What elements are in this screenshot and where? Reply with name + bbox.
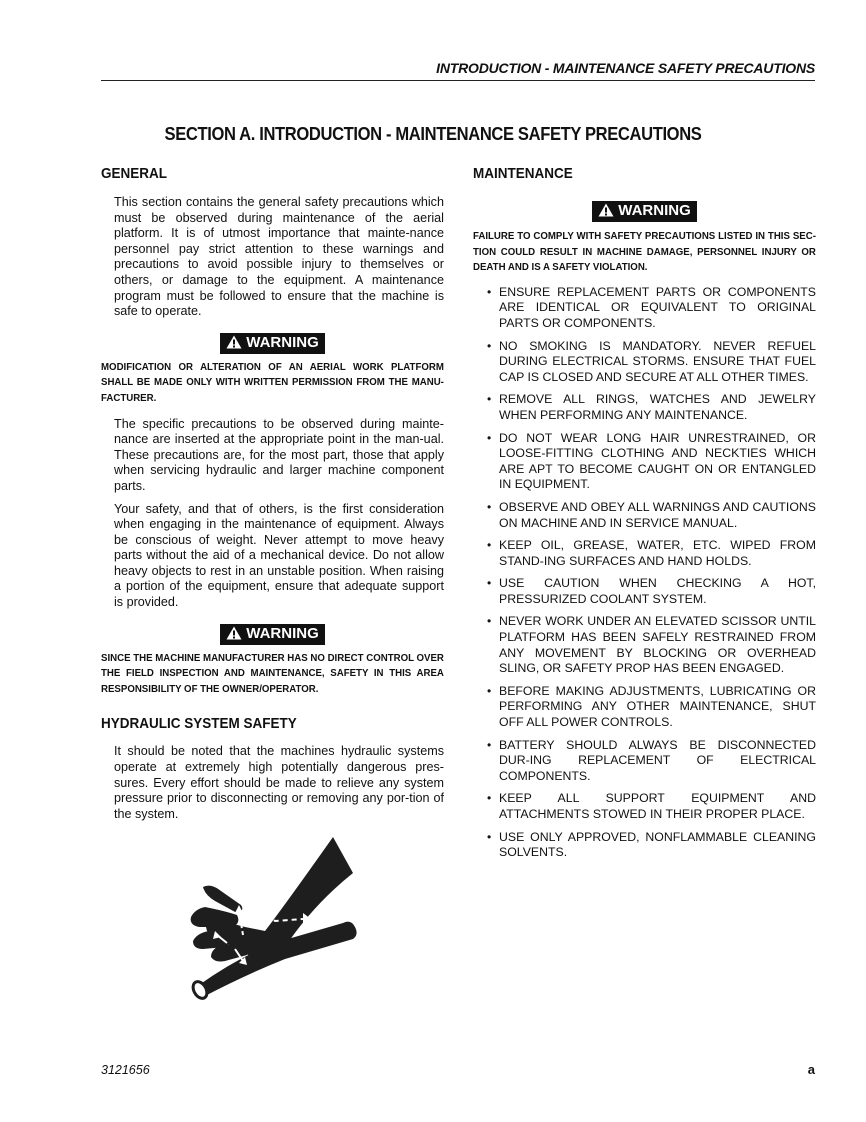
warning-badge	[592, 201, 697, 222]
warning-label: WARNING	[246, 333, 319, 351]
header-rule	[101, 80, 815, 81]
list-item: • KEEP ALL SUPPORT EQUIPMENT AND ATTACHMENTS STOWED IN THEIR PROPER PLACE.	[487, 791, 816, 821]
list-item: • KEEP OIL, GREASE, WATER, ETC. WIPED FROM STAND-ING SURFACES AND HAND HOLDS.	[487, 538, 816, 568]
page-label: a	[807, 1062, 815, 1077]
list-item: • ENSURE REPLACEMENT PARTS OR COMPONENTS ARE IDENTICAL OR EQUIVALENT TO ORIGINAL PARTS OR COMPONENTS.	[487, 284, 816, 330]
running-header: INTRODUCTION - MAINTENANCE SAFETY PRECAUTIONS	[436, 60, 815, 76]
hydraulic-heading: HYDRAULIC SYSTEM SAFETY	[101, 715, 297, 733]
left-column	[101, 165, 444, 822]
warning-text-failure: FAILURE TO COMPLY WITH SAFETY PRECAUTIONS LISTED IN THIS SEC-TION COULD RESULT IN MACHINE DAMAGE, PERSONNEL INJURY OR DEATH AND IS A SAFETY VIOLATION.	[473, 231, 816, 274]
warning-label: WARNING	[618, 202, 691, 219]
general-paragraph: This section contains the general safety precautions which must be observed during maintenance of the aerial platform. It is of utmost importance that mainte-nance personnel pay strict attention to these warnings and precautions to avoid possible injury to themselves or others, or damage to the equipment. A maintenance program must be followed to ensure that the machine is safe to operate.	[114, 195, 444, 319]
warning-text-modification: MODIFICATION OR ALTERATION OF AN AERIAL WORK PLATFORM SHALL BE MADE ONLY WITH WRITTEN PERMISSION FROM THE MANU-FACTURER.	[101, 361, 444, 404]
right-column	[473, 165, 816, 868]
section-title: SECTION A. INTRODUCTION - MAINTENANCE SAFETY PRECAUTIONS	[164, 124, 702, 144]
maintenance-heading: MAINTENANCE	[473, 165, 573, 182]
warning-text-responsibility: SINCE THE MACHINE MANUFACTURER HAS NO DIRECT CONTROL OVER THE FIELD INSPECTION AND MAINTENANCE, SAFETY IN THIS AREA RESPONSIBILITY OF THE OWNER/OPERATOR.	[101, 652, 444, 695]
warning-triangle-icon	[226, 335, 242, 349]
general-heading: GENERAL	[101, 165, 168, 182]
document-number: 3121656	[101, 1063, 150, 1077]
list-item: • NO SMOKING IS MANDATORY. NEVER REFUEL DURING ELECTRICAL STORMS. ENSURE THAT FUEL CAP IS CLOSED AND SECURE AT ALL OTHER TIMES.	[487, 338, 816, 384]
list-item: • BATTERY SHOULD ALWAYS BE DISCONNECTED DUR-ING REPLACEMENT OF ELECTRICAL COMPONENTS.	[487, 737, 816, 783]
hydraulic-injection-hand-icon	[185, 835, 360, 1005]
list-item: • OBSERVE AND OBEY ALL WARNINGS AND CAUTIONS ON MACHINE AND IN SERVICE MANUAL.	[487, 499, 816, 530]
list-item: • BEFORE MAKING ADJUSTMENTS, LUBRICATING OR PERFORMING ANY OTHER MAINTENANCE, SHUT OFF ALL POWER CONTROLS.	[487, 683, 816, 730]
warning-triangle-icon	[226, 626, 242, 640]
hydraulic-paragraph: It should be noted that the machines hydraulic systems operate at extremely high potentially dangerous pres-sures. Every effort should be made to relieve any system pressure prior to disconnecting or removing any por-tion of the system.	[114, 744, 444, 821]
precautions-paragraph: The specific precautions to be observed during mainte-nance are inserted at the appropriate point in the man-ual. These precautions are, for the most part, those that apply when servicing hydraulic and larger machine component parts.	[114, 416, 444, 493]
warning-triangle-icon	[598, 203, 614, 217]
list-item: • USE ONLY APPROVED, NONFLAMMABLE CLEANING SOLVENTS.	[487, 829, 816, 860]
warning-label: WARNING	[246, 624, 319, 642]
list-item: • DO NOT WEAR LONG HAIR UNRESTRAINED, OR LOOSE-FITTING CLOTHING AND NECKTIES WHICH ARE APT TO BECOME CAUGHT ON OR ENTANGLED IN EQUIPMENT.	[487, 430, 816, 492]
list-item: • REMOVE ALL RINGS, WATCHES AND JEWELRY WHEN PERFORMING ANY MAINTENANCE.	[487, 392, 816, 422]
safety-paragraph: Your safety, and that of others, is the first consideration when engaging in the maintenance of equipment. Always be conscious of weight. Never attempt to move heavy parts without the aid of a mechanical device. Do not allow heavy objects to rest in an unstable position. When raising a portion of the equipment, ensure that adequate support is provided.	[114, 501, 444, 610]
list-item: • USE CAUTION WHEN CHECKING A HOT, PRESSURIZED COOLANT SYSTEM.	[487, 576, 816, 606]
list-item: • NEVER WORK UNDER AN ELEVATED SCISSOR UNTIL PLATFORM HAS BEEN SAFELY RESTRAINED FROM ANY MOVEMENT BY BLOCKING OR OVERHEAD SLING, OR SAFETY PROP HAS BEEN ENGAGED.	[487, 614, 816, 676]
warning-badge	[220, 333, 325, 354]
warning-badge	[220, 624, 325, 645]
maintenance-bullet-list	[473, 285, 816, 861]
